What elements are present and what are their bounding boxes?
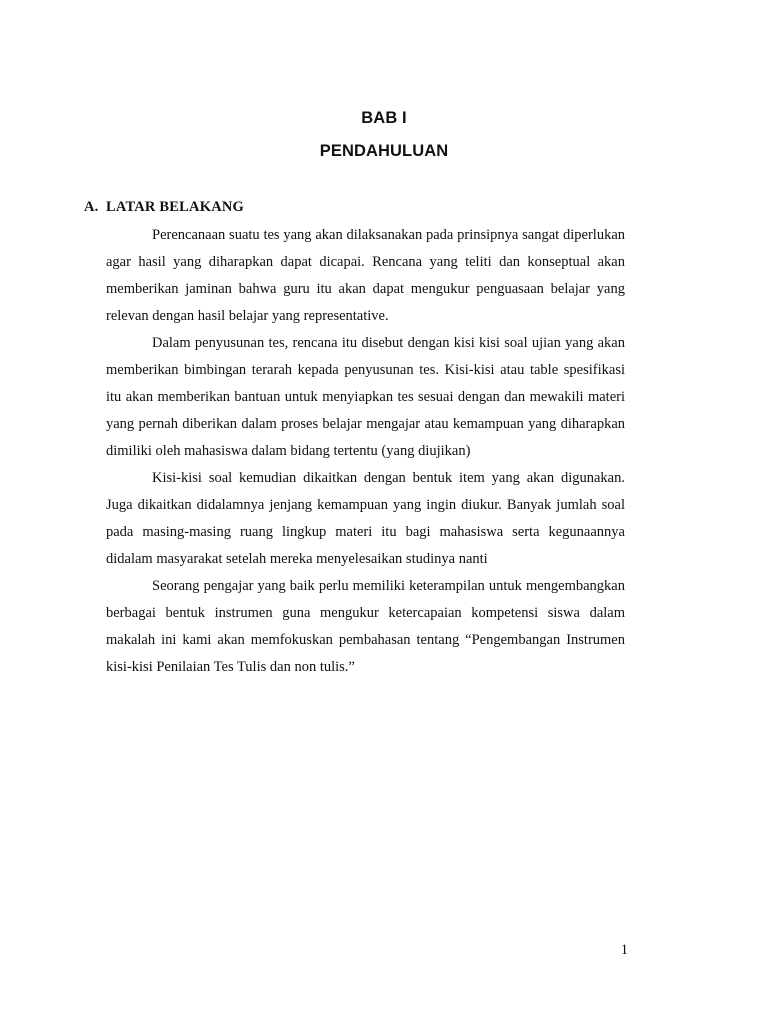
section-heading [84,199,244,216]
paragraph: Seorang pengajar yang baik perlu memiliki keterampilan untuk mengembangkan berbagai bentuk instrumen guna mengukur ketercapaian kompetensi siswa dalam makalah ini kami akan memfokuskan pembahasan tentang “Pengembangan Instrumen kisi-kisi Penilaian Tes Tulis dan non tulis.” [106,578,625,675]
page-number: 1 [620,942,628,958]
chapter-label: BAB I [361,109,407,127]
section-marker: A. [84,199,99,215]
paragraph: Kisi-kisi soal kemudian dikaitkan dengan bentuk item yang akan digunakan. Juga dikaitkan didalamnya jenjang kemampuan yang ingin diukur. Banyak jumlah soal pada masing-masing ruang lingkup materi itu bagi mahasiswa serta kegunaannya didalam masyarakat setelah mereka menyelesaikan studinya nanti [106,470,625,567]
chapter-title: PENDAHULUAN [319,142,449,160]
section-title: LATAR BELAKANG [106,199,245,215]
body-text [106,222,625,681]
paragraph: Perencanaan suatu tes yang akan dilaksanakan pada prinsipnya sangat diperlukan agar hasil yang diharapkan dapat dicapai. Rencana yang teliti dan konseptual akan memberikan jaminan bahwa guru itu akan dapat mengukur penguasaan belajar yang relevan dengan hasil belajar yang representative. [106,227,625,324]
paragraph: Dalam penyusunan tes, rencana itu disebut dengan kisi kisi soal ujian yang akan memberikan bimbingan terarah kepada penyusunan tes. Kisi-kisi atau table spesifikasi itu akan memberikan bantuan untuk menyiapkan tes sesuai dengan dan mewakili materi yang pernah diberikan dalam proses belajar mengajar atau kemampuan yang diharapkan dimiliki oleh mahasiswa dalam bidang tertentu (yang diujikan) [106,335,625,459]
